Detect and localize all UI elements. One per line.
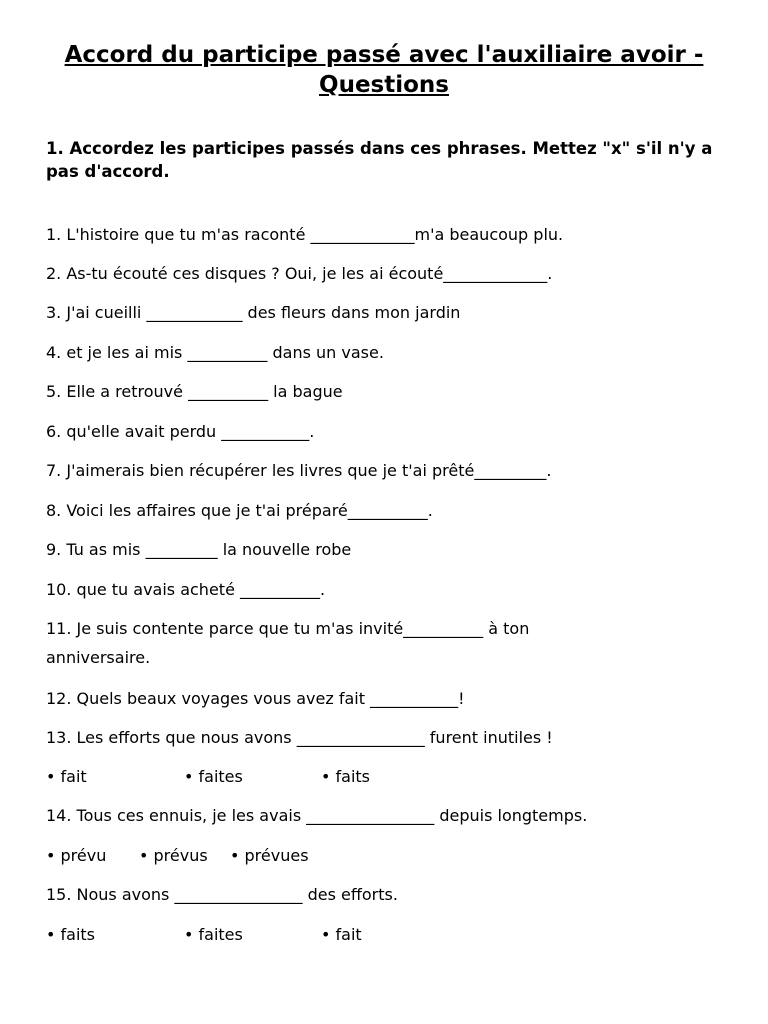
option-14-b: • prévus [139,846,208,865]
option-14-a: • prévu [46,846,107,865]
question-3: 3. J'ai cueilli ____________ des fleurs dans mon jardin [46,303,461,322]
question-2: 2. As-tu écouté ces disques ? Oui, je les ai écouté_____________. [46,264,553,283]
question-6: 6. qu'elle avait perdu ___________. [46,422,315,441]
option-13-a: • fait [46,767,87,786]
question-5: 5. Elle a retrouvé __________ la bague [46,382,343,401]
question-13: 13. Les efforts que nous avons ________________ furent inutiles ! [46,728,553,747]
question-11: 11. Je suis contente parce que tu m'as invité__________ à ton anniversaire. [46,619,530,667]
question-10: 10. que tu avais acheté __________. [46,580,326,599]
question-4: 4. et je les ai mis __________ dans un vase. [46,343,384,362]
option-13-b: • faites [184,767,243,786]
question-14: 14. Tous ces ennuis, je les avais ________________ depuis longtemps. [46,806,588,825]
option-13-c: • faits [321,767,371,786]
question-8: 8. Voici les affaires que je t'ai préparé__________. [46,501,433,520]
page-title: Accord du participe passé avec l'auxiliaire avoir - Questions [64,42,704,98]
instruction-text: 1. Accordez les participes passés dans ces phrases. Mettez "x" s'il n'y a pas d'accord. [46,139,713,181]
option-14-c: • prévues [230,846,309,865]
question-7: 7. J'aimerais bien récupérer les livres que je t'ai prêté_________. [46,461,552,480]
question-1: 1. L'histoire que tu m'as raconté _____________m'a beaucoup plu. [46,225,564,244]
option-15-b: • faites [184,925,243,944]
option-15-c: • fait [321,925,362,944]
question-12: 12. Quels beaux voyages vous avez fait ___________! [46,689,465,708]
option-15-a: • faits [46,925,96,944]
question-15: 15. Nous avons ________________ des efforts. [46,885,398,904]
question-9: 9. Tu as mis _________ la nouvelle robe [46,540,352,559]
